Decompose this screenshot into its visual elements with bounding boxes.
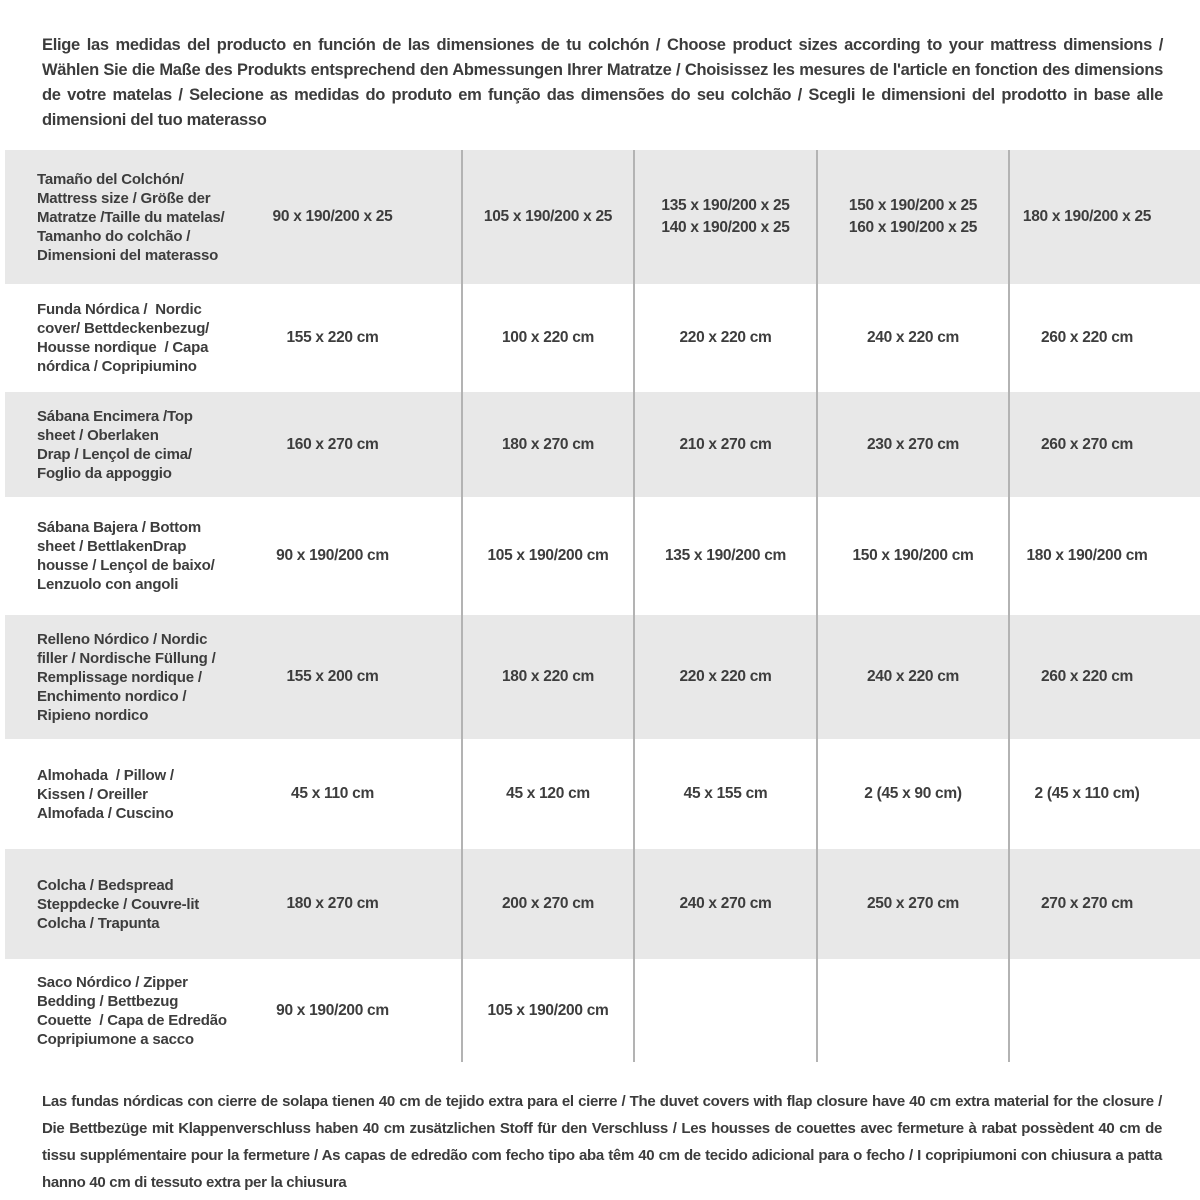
size-cell: 180 x 270 cm: [250, 849, 463, 959]
row-nordic-cover: [5, 284, 1200, 392]
size-cell: 270 x 270 cm: [1040, 895, 1134, 912]
size-cell: 2 (45 x 90 cm): [818, 739, 1010, 849]
row-label: Almohada / Pillow / Kissen / Oreiller Almofada / Cuscino: [37, 766, 174, 822]
size-cell: 180 x 270 cm: [463, 392, 635, 497]
size-cell: [1010, 959, 1200, 1062]
header-size-col-3: 135 x 190/200 x 25 140 x 190/200 x 25: [635, 150, 818, 284]
row-bedspread: [5, 849, 1200, 959]
row-label: Relleno Nórdico / Nordic filler / Nordische Füllung / Remplissage nordique / Enchimento nordico / Ripieno nordico: [37, 630, 216, 724]
header-mattress-size-label: Tamaño del Colchón/ Mattress size / Größe der Matratze /Taille du matelas/ Tamanho do colchão / Dimensioni del materasso: [37, 170, 225, 264]
row-nordic-filler: [5, 615, 1200, 739]
size-cell: 2 (45 x 110 cm): [1034, 785, 1140, 802]
table-header-row: [5, 150, 1200, 284]
size-cell: 100 x 220 cm: [463, 284, 635, 392]
size-cell: 90 x 190/200 cm: [250, 497, 463, 615]
size-cell: 155 x 200 cm: [250, 615, 463, 739]
row-bottom-sheet: [5, 497, 1200, 615]
header-size-col-4: 150 x 190/200 x 25 160 x 190/200 x 25: [818, 150, 1010, 284]
size-cell: 260 x 220 cm: [1040, 329, 1134, 346]
row-label: Saco Nórdico / Zipper Bedding / Bettbezug Couette / Capa de Edredão Copripiumone a sacco: [37, 973, 227, 1048]
row-zipper-bedding: [5, 959, 1200, 1062]
size-cell: 135 x 190/200 cm: [635, 497, 818, 615]
size-cell: [818, 959, 1010, 1062]
size-cell: 105 x 190/200 cm: [463, 959, 635, 1062]
header-size-col-5: 180 x 190/200 x 25: [1022, 208, 1152, 225]
size-cell: 90 x 190/200 cm: [250, 959, 463, 1062]
row-label: Sábana Encimera /Top sheet / Oberlaken Drap / Lençol de cima/ Foglio da appoggio: [37, 407, 193, 482]
size-cell: 240 x 220 cm: [818, 615, 1010, 739]
intro-text: Elige las medidas del producto en función de las dimensiones de tu colchón / Choose product sizes according to your mattress dimensions / Wählen Sie die Maße des Produkts entsprechend den Abmessungen Ihrer Matratze / Choisissez les mesures de l'article en fonction des dimensions de votre matelas / Selecione as medidas do produto em função das dimensões do seu colchão / Scegli le dimensioni del prodotto in base alle dimensioni del tuo materasso: [42, 36, 1163, 129]
size-cell: [635, 959, 818, 1062]
size-cell: 240 x 220 cm: [818, 284, 1010, 392]
row-label: Funda Nórdica / Nordic cover/ Bettdeckenbezug/ Housse nordique / Capa nórdica / Copripiumino: [37, 301, 210, 375]
size-cell: 150 x 190/200 cm: [818, 497, 1010, 615]
size-cell: 200 x 270 cm: [463, 849, 635, 959]
row-label: Colcha / Bedspread Steppdecke / Couvre-lit Colcha / Trapunta: [37, 876, 200, 932]
size-cell: 45 x 120 cm: [463, 739, 635, 849]
row-pillow: [5, 739, 1200, 849]
header-size-col-1: 90 x 190/200 x 25: [250, 150, 463, 284]
size-cell: 160 x 270 cm: [250, 392, 463, 497]
size-cell: 105 x 190/200 cm: [463, 497, 635, 615]
size-cell: 220 x 220 cm: [635, 284, 818, 392]
row-top-sheet: [5, 392, 1200, 497]
size-cell: 240 x 270 cm: [635, 849, 818, 959]
size-cell: 230 x 270 cm: [818, 392, 1010, 497]
size-cell: 45 x 110 cm: [250, 739, 463, 849]
size-cell: 45 x 155 cm: [635, 739, 818, 849]
size-cell: 210 x 270 cm: [635, 392, 818, 497]
size-cell: 250 x 270 cm: [818, 849, 1010, 959]
footnote-text: Las fundas nórdicas con cierre de solapa tienen 40 cm de tejido extra para el cierre / The duvet covers with flap closure have 40 cm extra material for the closure / Die Bettbezüge mit Klappenverschluss haben 40 cm zusätzlichen Stoff für den Verschluss / Les housses de couettes avec fermeture à rabat possèdent 40 cm de tissu supplémentaire pour la fermeture / As capas de edredão com fecho tipo aba têm 40 cm de tecido adicional para o fecho / I copripiumoni con chiusura a patta hanno 40 cm di tessuto extra per la chiusura: [42, 1093, 1162, 1191]
row-label: Sábana Bajera / Bottom sheet / BettlakenDrap housse / Lençol de baixo/ Lenzuolo con angoli: [37, 519, 215, 593]
size-cell: 180 x 220 cm: [463, 615, 635, 739]
size-cell: 220 x 220 cm: [635, 615, 818, 739]
size-cell: 260 x 220 cm: [1040, 668, 1134, 685]
size-cell: 260 x 270 cm: [1040, 435, 1134, 453]
size-table: [5, 150, 1200, 1062]
header-size-col-2: 105 x 190/200 x 25: [463, 150, 635, 284]
size-cell: 155 x 220 cm: [250, 284, 463, 392]
size-cell: 180 x 190/200 cm: [1026, 547, 1148, 564]
